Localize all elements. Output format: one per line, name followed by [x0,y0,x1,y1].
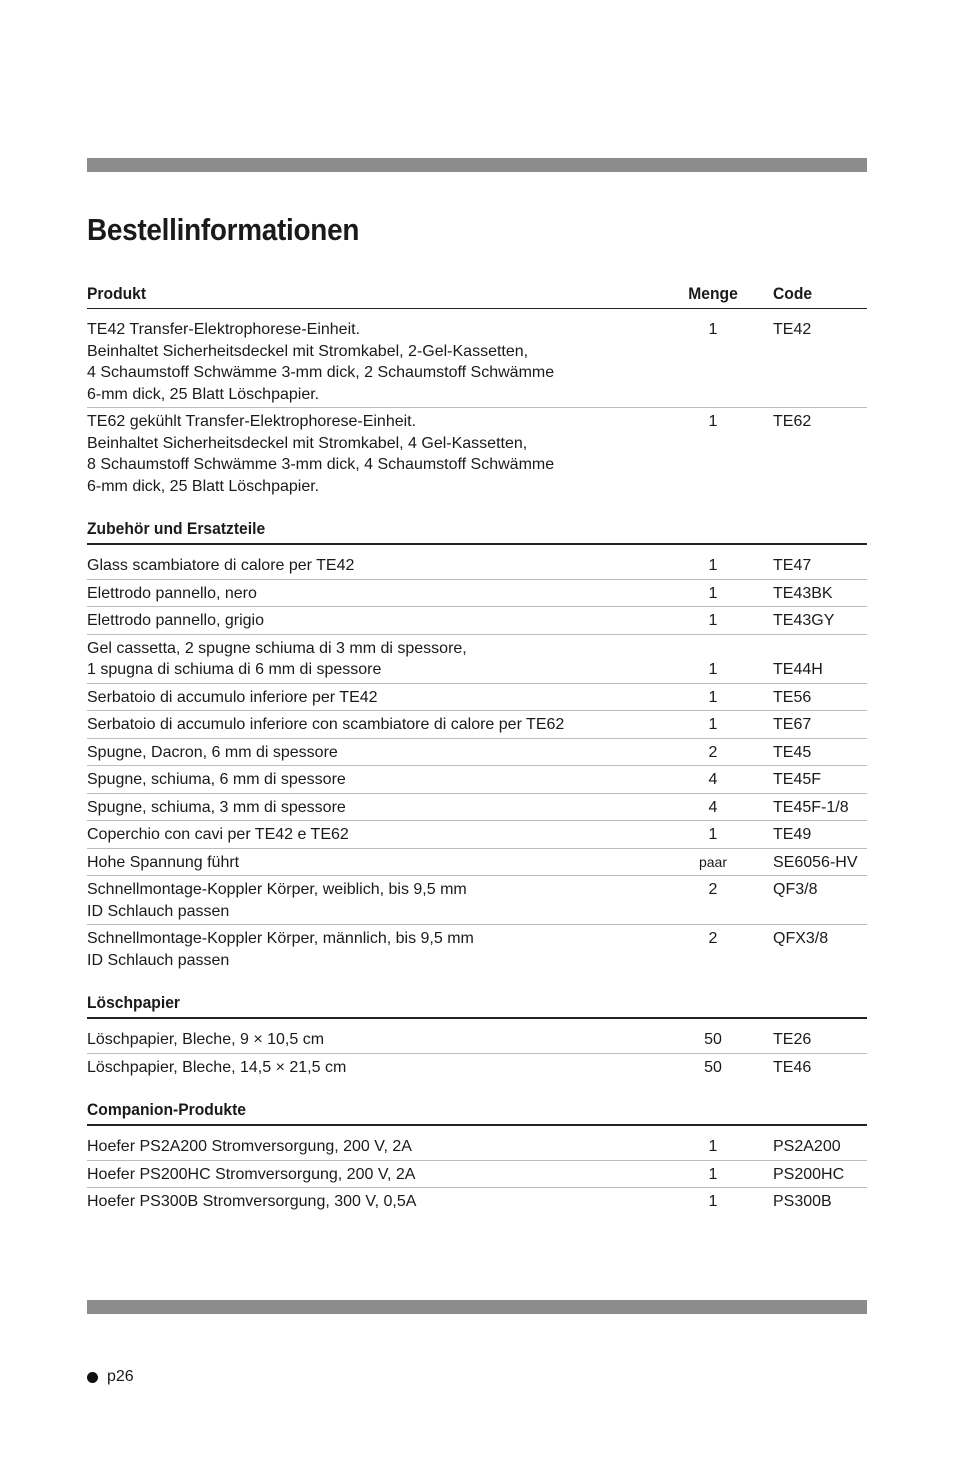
row-description: Spugne, schiuma, 3 mm di spessore [87,798,346,816]
row-code: TE42 [773,321,812,338]
row-quantity: 2 [708,930,718,947]
row-quantity: 1 [708,612,718,629]
row-quantity: 1 [708,413,718,430]
row-description: Hoefer PS200HC Stromversorgung, 200 V, 2A [87,1165,416,1183]
bottom-divider-bar [87,1300,867,1314]
table-row [87,635,867,684]
row-description: Serbatoio di accumulo inferiore con scambiatore di calore per TE62 [87,716,565,733]
header-product: Produkt [87,284,147,303]
accessories-list [87,545,867,973]
row-code: TE45F-1/8 [773,798,849,816]
table-row [87,794,867,822]
table-row [87,309,867,408]
row-quantity: 1 [708,716,718,733]
row-description: Schnellmontage-Koppler Körper, weiblich, bis 9,5 mm ID Schlauch passen [87,881,467,920]
row-description: Hoefer PS2A200 Stromversorgung, 200 V, 2A [87,1138,412,1155]
table-row [87,1161,867,1189]
table-row [87,766,867,794]
row-description: TE42 Transfer-Elektrophorese-Einheit. Beinhaltet Sicherheitsdeckel mit Stromkabel, 2-Gel-Kassetten, 4 Schaumstoff Schwämme 3-mm dick, 2 Schaumstoff Schwämme 6-mm dick, 25 Blatt Löschpapier. [87,321,555,403]
row-quantity: 1 [708,661,718,678]
table-row [87,1188,867,1215]
row-quantity: 1 [708,826,718,843]
row-code: TE43GY [773,612,835,629]
header-quantity: Menge [688,284,738,303]
row-description: Spugne, schiuma, 6 mm di spessore [87,771,346,788]
row-quantity: 1 [708,1193,718,1210]
table-row [87,1126,867,1161]
page-number: p26 [107,1368,134,1385]
row-description: Löschpapier, Bleche, 14,5 × 21,5 cm [87,1058,347,1076]
table-row [87,408,867,499]
row-quantity: 1 [708,688,718,706]
table-row [87,545,867,580]
row-code: QFX3/8 [773,930,829,947]
row-code: TE62 [773,413,812,430]
row-quantity: 4 [708,771,718,788]
table-row [87,580,867,608]
row-description: Gel cassetta, 2 spugne schiuma di 3 mm di spessore, 1 spugna di schiuma di 6 mm di spessore [87,639,467,678]
section-blotting-title [87,991,867,1019]
section-accessories-title [87,517,867,545]
bullet-icon [87,1372,98,1383]
row-code: TE26 [773,1031,812,1048]
table-row [87,925,867,973]
section-companion-title [87,1098,867,1126]
table-row [87,607,867,635]
page-title: Bestellinformationen [87,212,360,247]
section-title-text: Löschpapier [87,993,181,1012]
row-code: SE6056-HV [773,853,858,871]
row-description: Schnellmontage-Koppler Körper, männlich, bis 9,5 mm ID Schlauch passen [87,930,474,969]
row-description: Glass scambiatore di calore per TE42 [87,557,355,574]
row-quantity: 2 [708,743,718,761]
row-quantity: 1 [708,584,718,602]
row-code: TE44H [773,661,823,678]
row-quantity: paar [698,853,728,870]
row-code: TE67 [773,716,812,733]
order-table [87,280,867,1215]
row-description: Hoefer PS300B Stromversorgung, 300 V, 0,5A [87,1193,417,1210]
row-quantity: 2 [708,881,718,898]
row-description: Spugne, Dacron, 6 mm di spessore [87,743,338,761]
section-title-text: Companion-Produkte [87,1100,247,1119]
row-quantity: 50 [704,1058,722,1076]
row-quantity: 4 [708,798,718,816]
row-quantity: 1 [708,321,718,338]
page-footer [87,1368,134,1386]
table-row [87,1019,867,1054]
row-code: TE45F [773,771,822,788]
row-description: Elettrodo pannello, grigio [87,612,265,629]
table-header [87,280,867,309]
table-row [87,821,867,849]
table-row [87,849,867,877]
row-code: QF3/8 [773,881,818,898]
table-row [87,711,867,739]
row-description: Hohe Spannung führt [87,853,240,871]
row-code: PS200HC [773,1165,845,1183]
companion-list [87,1126,867,1215]
blotting-list [87,1019,867,1080]
row-quantity: 1 [708,1165,718,1183]
row-description: Coperchio con cavi per TE42 e TE62 [87,826,349,843]
header-code: Code [773,284,813,303]
row-code: PS300B [773,1193,832,1210]
table-row [87,684,867,712]
row-code: PS2A200 [773,1138,841,1155]
row-description: Löschpapier, Bleche, 9 × 10,5 cm [87,1031,325,1048]
row-code: TE47 [773,557,812,574]
row-description: Serbatoio di accumulo inferiore per TE42 [87,688,378,706]
row-quantity: 50 [704,1031,722,1048]
section-title-text: Zubehör und Ersatzteile [87,519,266,538]
table-row [87,1054,867,1081]
row-description: Elettrodo pannello, nero [87,584,257,602]
table-row [87,739,867,767]
row-quantity: 1 [708,1138,718,1155]
row-code: TE43BK [773,584,833,602]
row-code: TE45 [773,743,812,761]
row-description: TE62 gekühlt Transfer-Elektrophorese-Einheit. Beinhaltet Sicherheitsdeckel mit Stromkabel, 4 Gel-Kassetten, 8 Schaumstoff Schwämme 3-mm dick, 4 Schaumstoff Schwämme 6-mm dick, 25 Blatt Löschpapier. [87,413,555,495]
top-divider-bar [87,158,867,172]
row-quantity: 1 [708,557,718,574]
row-code: TE56 [773,688,812,706]
row-code: TE49 [773,826,812,843]
row-code: TE46 [773,1058,812,1076]
table-row [87,876,867,925]
